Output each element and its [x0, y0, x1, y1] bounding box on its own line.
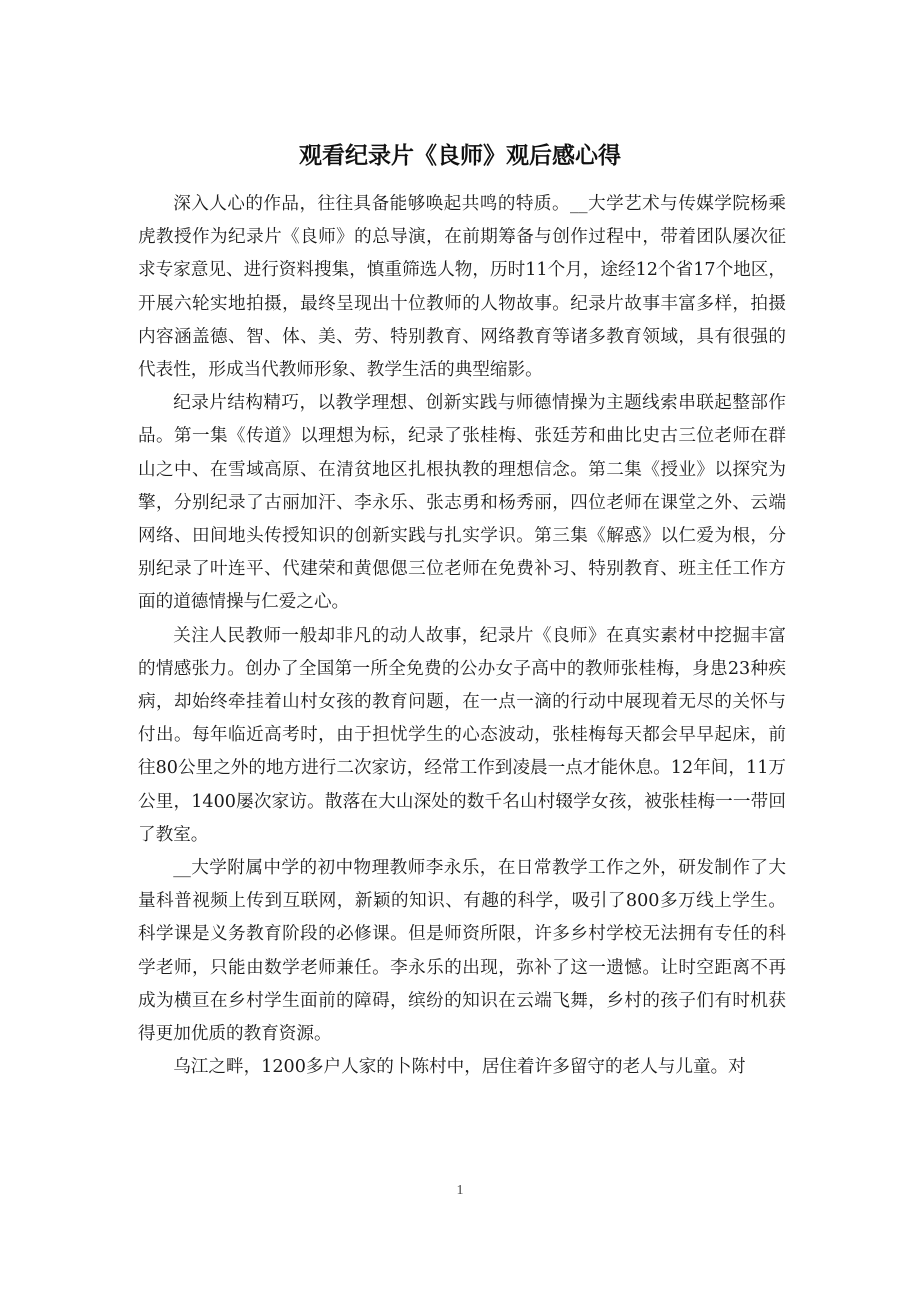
paragraph-4: __大学附属中学的初中物理教师李永乐，在日常教学工作之外，研发制作了大量科普视频上传到互联网，新颖的知识、有趣的科学，吸引了800多万线上学生。科学课是义务教育阶段的必修课。但是师资所限，许多乡村学校无法拥有专任的科学老师，只能由数学老师兼任。李永乐的出现，弥补了这一遗憾。让时空距离不再成为横亘在乡村学生面前的障碍，缤纷的知识在云端飞舞，乡村的孩子们有时机获得更加优质的教育资源。 [138, 858, 786, 1045]
paragraph-3: 关注人民教师一般却非凡的动人故事，纪录片《良师》在真实素材中挖掘丰富的情感张力。创办了全国第一所全免费的公办女子高中的教师张桂梅，身患23种疾病，却始终牵挂着山村女孩的教育问题，在一点一滴的行动中展现着无尽的关怀与付出。每年临近高考时，由于担忧学生的心态波动，张桂梅每天都会早早起床，前往80公里之外的地方进行二次家访，经常工作到凌晨一点才能休息。12年间，11万公里，1400屡次家访。散落在大山深处的数千名山村辍学女孩，被张桂梅一一带回了教室。 [138, 625, 786, 845]
paragraph-2: 纪录片结构精巧，以教学理想、创新实践与师德情操为主题线索串联起整部作品。第一集《传道》以理想为标，纪录了张桂梅、张廷芳和曲比史古三位老师在群山之中、在雪域高原、在清贫地区扎根执教的理想信念。第二集《授业》以探究为擎，分别纪录了古丽加汗、李永乐、张志勇和杨秀丽，四位老师在课堂之外、云端网络、田间地头传授知识的创新实践与扎实学识。第三集《解惑》以仁爱为根，分别纪录了叶连平、代建荣和黄偲偲三位老师在免费补习、特别教育、班主任工作方面的道德情操与仁爱之心。 [138, 393, 786, 613]
page-number: 1 [456, 1183, 464, 1198]
paragraph-1: 深入人心的作品，往往具备能够唤起共鸣的特质。__大学艺术与传媒学院杨乘虎教授作为纪录片《良师》的总导演，在前期筹备与创作过程中，带着团队屡次征求专家意见、进行资料搜集，慎重筛选人物，历时11个月，途经12个省17个地区，开展六轮实地拍摄，最终呈现出十位教师的人物故事。纪录片故事丰富多样，拍摄内容涵盖德、智、体、美、劳、特别教育、网络教育等诸多教育领域，具有很强的代表性，形成当代教师形象、教学生活的典型缩影。 [138, 194, 786, 381]
document-body [138, 188, 786, 1084]
paragraph-5: 乌江之畔，1200多户人家的卜陈村中，居住着许多留守的老人与儿童。对 [173, 1057, 746, 1078]
document-title: 观看纪录片《良师》观后感心得 [299, 143, 621, 169]
